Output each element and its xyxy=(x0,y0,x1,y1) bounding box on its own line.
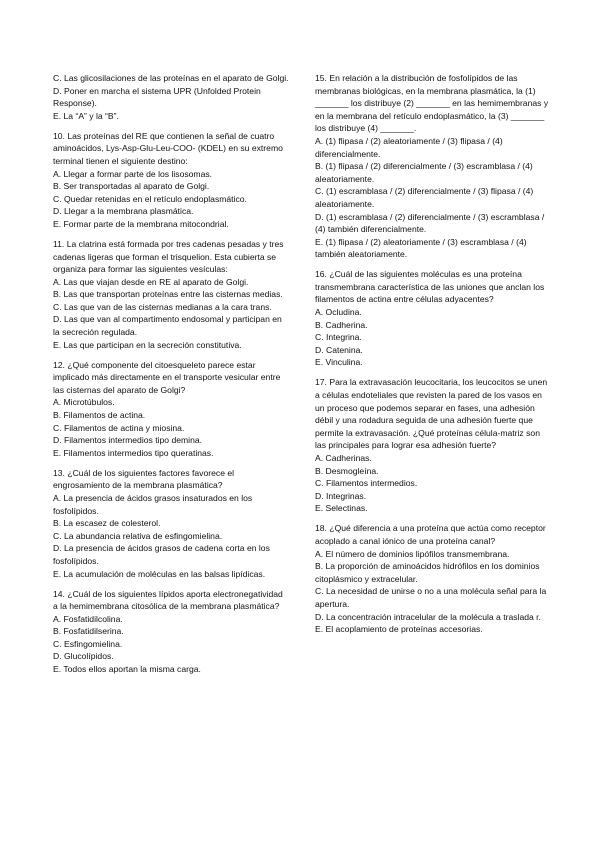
answer-option: A. (1) flipasa / (2) aleatoriamente / (3) flipasa / (4) diferencialmente. xyxy=(315,135,503,159)
answer-option: E. Todos ellos aportan la misma carga. xyxy=(53,664,201,675)
right-column xyxy=(315,72,551,643)
answer-option: B. La escasez de colesterol. xyxy=(53,518,161,529)
question-text: 14. ¿Cuál de los siguientes lípidos aporta electronegatividad a la hemimembrana citosólica de la membrana plasmática? xyxy=(53,588,283,612)
answer-option: B. Filamentos de actina. xyxy=(53,410,146,421)
answer-option: C. Integrina. xyxy=(315,332,362,343)
question-block xyxy=(315,522,551,635)
answer-option: B. Fosfatidilserina. xyxy=(53,626,124,637)
answer-option: C. Filamentos intermedios. xyxy=(315,478,418,489)
question-text: 16. ¿Cuál de las siguientes moléculas es una proteína transmembrana característica de las uniones que anclan los filamentos de actina entre células adyacentes? xyxy=(315,269,545,305)
answer-option: B. Cadherina. xyxy=(315,319,368,330)
answer-option: A. Ocludina. xyxy=(315,307,362,318)
answer-option: C. La necesidad de unirse o no a una molécula señal para la apertura. xyxy=(315,586,547,609)
answer-option: C. (1) escramblasa / (2) diferencialmente / (3) flipasa / (4) aleatoriamente. xyxy=(315,186,534,209)
answer-option: D. Glucolípidos. xyxy=(53,651,114,662)
question-block xyxy=(53,467,289,580)
answer-option: C. La abundancia relativa de esfingomielina. xyxy=(53,530,223,541)
answer-option: A. Las que viajan desde en RE al aparato de Golgi. xyxy=(53,276,249,287)
answer-option: B. La proporción de aminoácidos hidrófilos en los dominios citoplásmico y extracelular. xyxy=(315,561,540,584)
question-block xyxy=(315,268,551,369)
answer-option: E. Filamentos intermedios tipo queratinas. xyxy=(53,447,214,458)
answer-option: D. Catenina. xyxy=(315,344,363,355)
question-block xyxy=(53,130,289,231)
question-text: 12. ¿Qué componente del citoesqueleto parece estar implicado más directamente en el transporte vesicular entre las cisternas del aparato de Golgi? xyxy=(53,359,281,395)
answer-option: C. Las glicosilaciones de las proteínas en el aparato de Golgi. xyxy=(53,73,289,83)
question-text: 15. En relación a la distribución de fosfolípidos de las membranas biológicas, en la membrana plasmática, la (1) _______ los distribuye (2) _______ en las hemimembranas y en la membrana del retículo endoplasmático, la (3) _______ los distribuye (4) _______. xyxy=(315,73,549,134)
left-column xyxy=(53,72,289,683)
answer-option: D. Las que van al compartimento endosomal y participan en la secreción regulada. xyxy=(53,314,282,338)
question-block xyxy=(53,588,289,676)
answer-option: A. Microtúbulos. xyxy=(53,397,115,408)
question-block xyxy=(53,238,289,351)
answer-option: D. Llegar a la membrana plasmática. xyxy=(53,206,194,217)
answer-option: D. Integrinas. xyxy=(315,490,367,501)
answer-option: A. El número de dominios lipófilos transmembrana. xyxy=(315,548,510,559)
answer-option: E. Selectinas. xyxy=(315,503,368,514)
answer-option: D. La concentración intracelular de la molécula a traslada r. xyxy=(315,611,541,622)
answer-option: A. Llegar a formar parte de los lisosomas. xyxy=(53,168,213,179)
answer-option: B. Las que transportan proteínas entre las cisternas medias. xyxy=(53,289,283,300)
answer-option: D. Poner en marcha el sistema UPR (Unfolded Protein Response). xyxy=(53,85,261,109)
answer-option: A. Cadherinas. xyxy=(315,453,372,463)
answer-option: E. Vinculina. xyxy=(315,357,363,368)
question-text: 17. Para la extravasación leucocitaria, los leucocitos se unen a células endoteliales que revisten la pared de los vasos en un proceso que podemos separar en fases, una adhesión débil y una rodadura seguida de una adhesión fuerte que permite la extravasación. ¿Qué proteínas célula-matriz son las principales para lograr esa adhesión fuerte? xyxy=(315,377,548,451)
question-block xyxy=(53,359,289,460)
question-text: 10. Las proteínas del RE que contienen la señal de cuatro aminoácidos, Lys-Asp-Glu-Leu-COO- (KDEL) en su extremo terminal tienen el siguiente destino: xyxy=(53,130,283,166)
answer-option: E. Formar parte de la membrana mitocondrial. xyxy=(53,218,229,229)
answer-option: E. La acumulación de moléculas en las balsas lipídicas. xyxy=(53,568,266,579)
answer-option: D. Filamentos intermedios tipo demina. xyxy=(53,435,203,446)
answer-option: B. Ser transportadas al aparato de Golgi. xyxy=(53,181,210,192)
answer-option: C. Filamentos de actina y miosina. xyxy=(53,422,185,433)
answer-option: C. Quedar retenidas en el retículo endoplasmático. xyxy=(53,193,247,204)
question-block xyxy=(315,72,551,261)
answer-option: E. (1) flipasa / (2) aleatoriamente / (3) escramblasa / (4) también aleatoriamente. xyxy=(315,236,527,260)
answer-option: E. El acoplamiento de proteínas accesorias. xyxy=(315,624,483,635)
question-text: 18. ¿Qué diferencia a una proteína que actúa como receptor acoplado a canal iónico de una proteína canal? xyxy=(315,523,546,546)
answer-option: A. La presencia de ácidos grasos insaturados en los fosfolípidos. xyxy=(53,492,253,516)
answer-option: E. Las que participan en la secreción constitutiva. xyxy=(53,339,242,350)
answer-option: B. Desmogleína. xyxy=(315,465,379,476)
answer-option: C. Las que van de las cisternas medianas a la cara trans. xyxy=(53,301,272,312)
answer-option: B. (1) flipasa / (2) diferencialmente / (3) escramblasa / (4) aleatoriamente. xyxy=(315,161,533,184)
answer-option: D. La presencia de ácidos grasos de cadena corta en los fosfolípidos. xyxy=(53,543,270,566)
question-text: 11. La clatrina está formada por tres cadenas pesadas y tres cadenas ligeras que forman el trisquelion. Esta cubierta se organiza para formar las siguientes vesículas: xyxy=(53,238,284,275)
question-text: 13. ¿Cuál de los siguientes factores favorece el engrosamiento de la membrana plasmática? xyxy=(53,467,235,491)
question-block xyxy=(315,376,551,515)
answer-option: E. La “A” y la “B”. xyxy=(53,110,119,121)
answer-option: A. Fosfatidilcolina. xyxy=(53,613,123,624)
answer-option: D. (1) escramblasa / (2) diferencialmente / (3) escramblasa / (4) también diferencialmente. xyxy=(315,211,545,235)
answer-option: C. Esfingomielina. xyxy=(53,638,123,649)
question-continuation xyxy=(53,72,289,122)
